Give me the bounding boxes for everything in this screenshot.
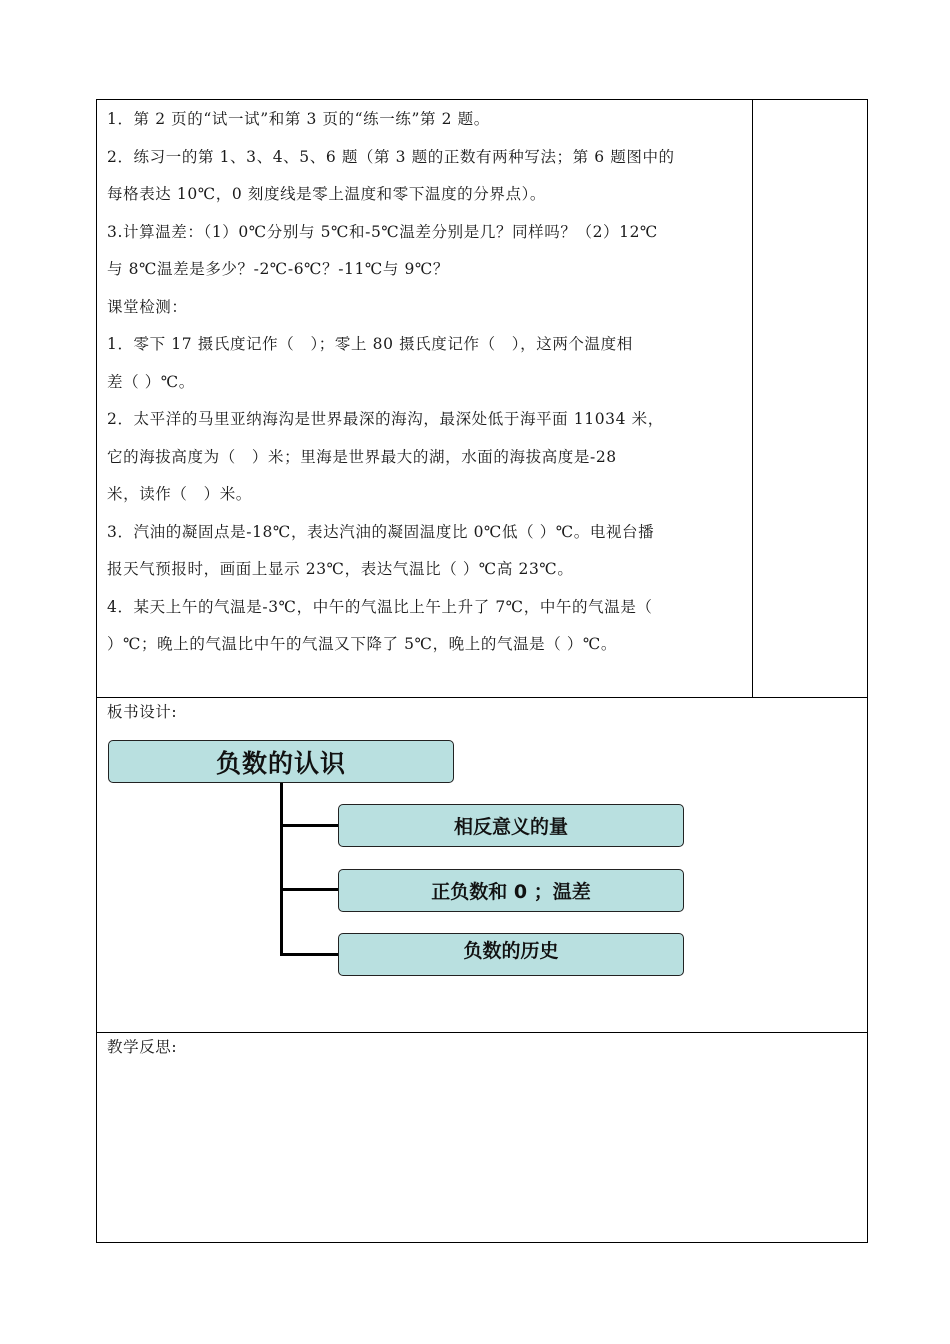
text-line: 米，读作（ ）米。 — [107, 485, 252, 503]
mindmap-item-box: 正负数和 0 ；温差 — [338, 869, 684, 912]
text-line: 3．汽油的凝固点是-18℃，表达汽油的凝固温度比 0℃低（ ）℃。电视台播 — [107, 522, 655, 541]
mindmap-item-box: 相反意义的量 — [338, 804, 684, 847]
text-line: 报天气预报时，画面上显示 23℃，表达气温比（ ）℃高 23℃。 — [107, 560, 574, 578]
mindmap-connector-vertical — [280, 783, 283, 956]
mindmap-title-box: 负数的认识 — [108, 740, 454, 783]
mindmap-connector — [280, 824, 338, 827]
column-divider — [752, 100, 753, 697]
text-line: 它的海拔高度为（ ）米；里海是世界最大的湖，水面的海拔高度是-28 — [107, 447, 617, 466]
board-design-label: 板书设计: — [107, 703, 178, 721]
text-line: 差（ ）℃。 — [107, 372, 195, 391]
text-line: ）℃；晚上的气温比中午的气温又下降了 5℃，晚上的气温是（ ）℃。 — [107, 635, 618, 653]
lesson-table — [96, 99, 868, 1243]
mindmap-item-box: 负数的历史 — [338, 933, 684, 976]
row-divider — [97, 1032, 867, 1033]
mindmap-connector — [280, 888, 338, 891]
mindmap-connector — [280, 953, 338, 956]
text-line: 2．太平洋的马里亚纳海沟是世界最深的海沟，最深处低于海平面 11034 米， — [107, 410, 664, 428]
section-heading: 课堂检测： — [107, 297, 188, 316]
text-line: 2．练习一的第 1、3、4、5、6 题（第 3 题的正数有两种写法；第 6 题图中的 — [107, 147, 675, 166]
practice-content — [107, 104, 745, 667]
text-line: 1．零下 17 摄氏度记作（ ）；零上 80 摄氏度记作（ ），这两个温度相 — [107, 335, 633, 353]
text-line: 1．第 2 页的“试一试”和第 3 页的“练一练”第 2 题。 — [107, 110, 490, 128]
reflection-label: 教学反思: — [107, 1038, 178, 1056]
text-line: 每格表达 10℃，0 刻度线是零上温度和零下温度的分界点）。 — [107, 185, 547, 203]
row-divider — [97, 697, 867, 698]
text-line: 3.计算温差：（1）0℃分别与 5℃和-5℃温差分别是几？同样吗？（2）12℃ — [107, 222, 658, 241]
text-line: 与 8℃温差是多少？-2℃-6℃？-11℃与 9℃？ — [107, 260, 450, 278]
text-line: 4．某天上午的气温是-3℃，中午的气温比上午上升了 7℃，中午的气温是（ — [107, 597, 653, 616]
